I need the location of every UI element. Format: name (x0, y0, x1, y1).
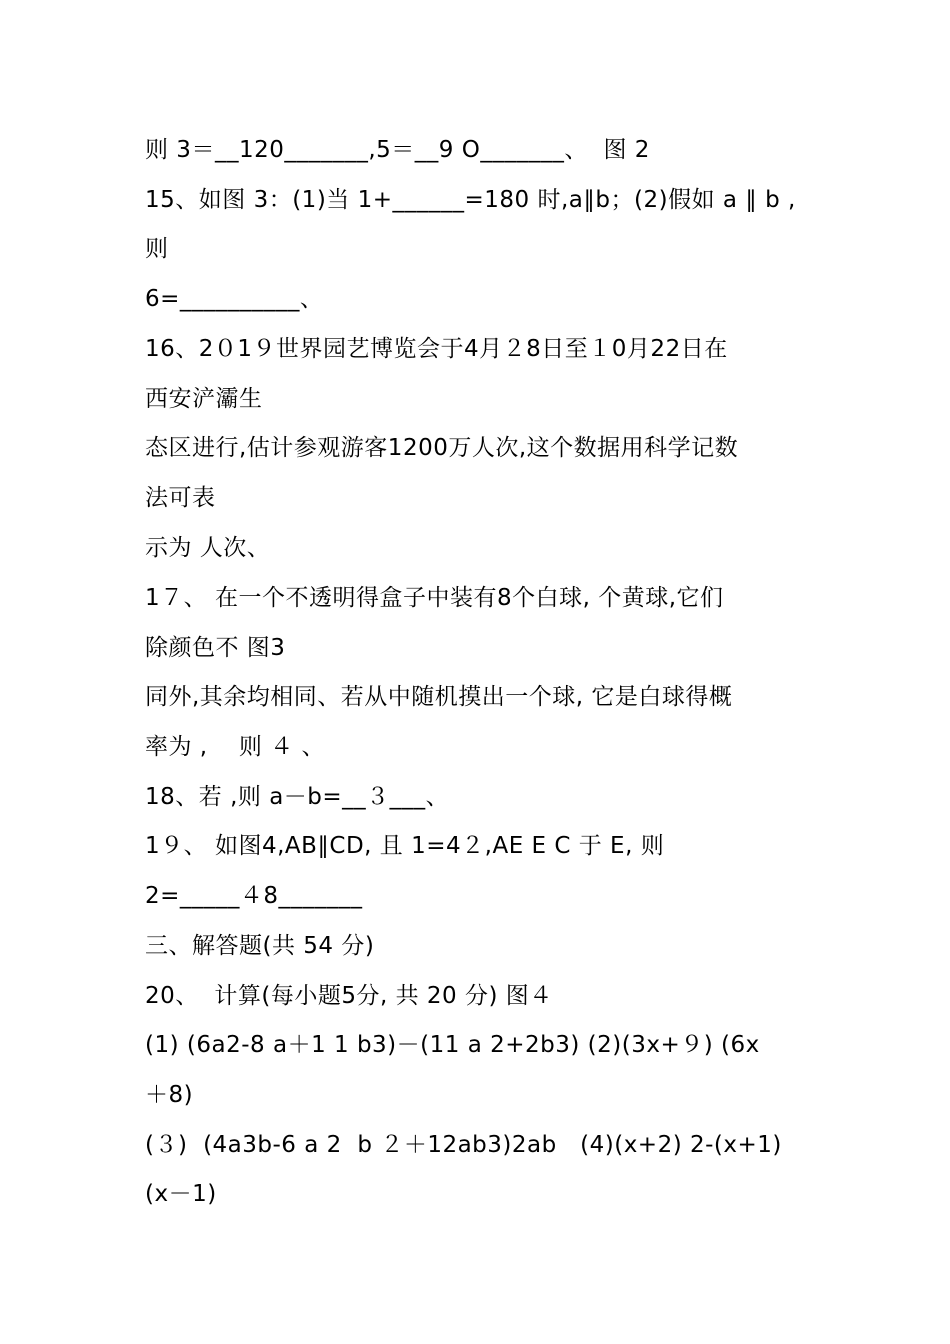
question-16-line: 16、2０1９世界园艺博览会于4月２8日至１0月22日在 (145, 336, 728, 362)
question-17-line: 1７、 在一个不透明得盒子中装有8个白球, 个黄球,它们 (145, 585, 724, 611)
text-line-6: 西安浐灞生 (145, 386, 263, 412)
question-18-line: 18、若 ,则 a－b=__３___、 (145, 784, 450, 810)
text-line-1: 则 3＝__120_______,5＝__9 O_______、 图 2 (145, 137, 650, 163)
text-line-12: 同外,其余均相同、若从中随机摸出一个球, 它是白球得概 (145, 684, 733, 710)
text-line-19: (1) (6a2-8 a＋1 1 b3)－(11 a 2+2b3) (2)(3x+９) (6x (145, 1032, 760, 1058)
text-line-22: (x－1) (145, 1181, 217, 1207)
text-line-3: 则 (145, 236, 169, 262)
section-heading: 三、解答题(共 54 分) (145, 933, 375, 959)
question-19-line: 1９、 如图4,AB∥CD, 且 1=4２,AE E C 于 E, 则 (145, 833, 665, 859)
text-line-9: 示为 人次、 (145, 535, 271, 561)
question-20-line: 20、 计算(每小题5分, 共 20 分) 图４ (145, 983, 553, 1009)
text-line-7: 态区进行,估计参观游客1200万人次,这个数据用科学记数 (145, 435, 739, 461)
text-line-4: 6=__________、 (145, 286, 324, 312)
text-line-11: 除颜色不 图3 (145, 635, 286, 661)
text-line-13: 率为 , 则 ４ 、 (145, 734, 325, 760)
question-15-line: 15、如图 3：(1)当 1+______=180 时,a∥b；(2)假如 a ∥ b , (145, 187, 796, 213)
text-line-8: 法可表 (145, 485, 216, 511)
text-line-20: ＋8) (145, 1082, 194, 1108)
text-line-16: 2=_____４8_______ (145, 883, 363, 909)
text-line-21: (３) (4a3b-6 a 2 b ２＋12ab3)2ab (4)(x+2) 2-(x+1) (145, 1132, 782, 1158)
